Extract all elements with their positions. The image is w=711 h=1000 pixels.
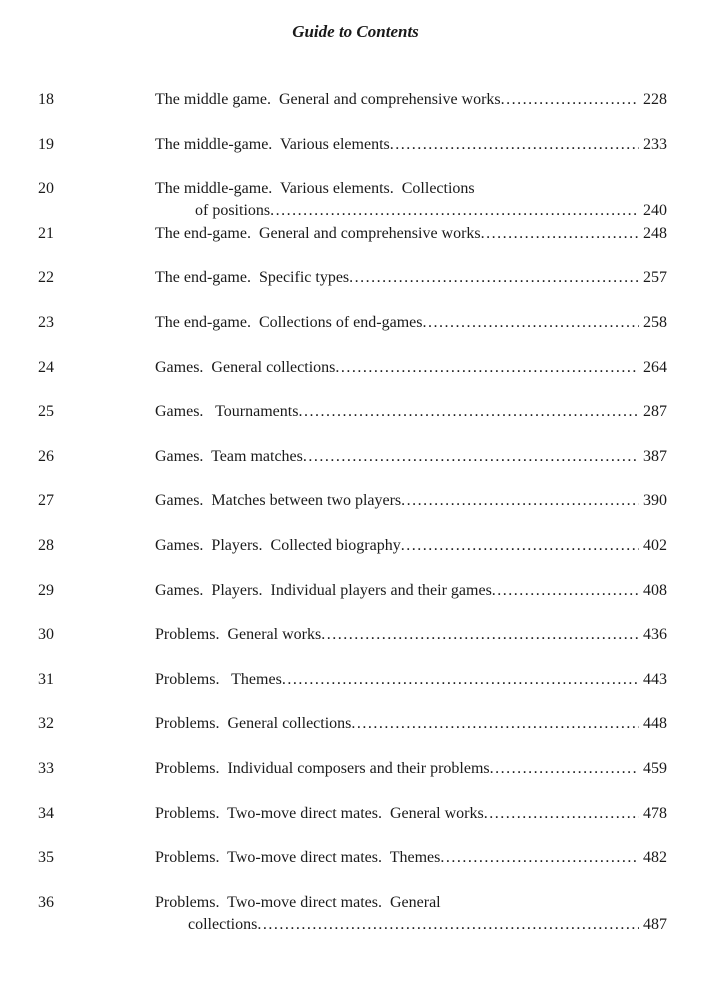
dot-leader bbox=[501, 89, 639, 111]
section-title: Games. Tournaments bbox=[155, 403, 299, 420]
section-number: 33 bbox=[38, 760, 54, 777]
section-title: Problems. Two-move direct mates. General works bbox=[155, 805, 484, 822]
list-item[interactable] bbox=[0, 223, 711, 245]
list-item[interactable] bbox=[0, 178, 711, 222]
page-number: 390 bbox=[643, 492, 667, 509]
list-item[interactable] bbox=[0, 312, 711, 334]
list-item[interactable] bbox=[0, 89, 711, 111]
section-number: 29 bbox=[38, 582, 54, 599]
page-number: 228 bbox=[643, 91, 667, 108]
page-number: 248 bbox=[643, 225, 667, 242]
section-title: Problems. Individual composers and their problems bbox=[155, 760, 490, 777]
section-number: 31 bbox=[38, 671, 54, 688]
dot-leader bbox=[351, 713, 639, 735]
section-number: 35 bbox=[38, 849, 54, 866]
section-number: 30 bbox=[38, 626, 54, 643]
section-number: 27 bbox=[38, 492, 54, 509]
dot-leader bbox=[422, 312, 639, 334]
section-number: 20 bbox=[38, 180, 54, 197]
section-title: Games. Team matches bbox=[155, 448, 303, 465]
section-number: 21 bbox=[38, 225, 54, 242]
list-item[interactable] bbox=[0, 713, 711, 735]
section-title: The middle-game. Various elements bbox=[155, 136, 390, 153]
section-title: The end-game. Collections of end-games bbox=[155, 314, 423, 331]
dot-leader bbox=[335, 357, 639, 379]
section-number: 23 bbox=[38, 314, 54, 331]
dot-leader bbox=[401, 535, 639, 557]
page-number: 408 bbox=[643, 582, 667, 599]
dot-leader bbox=[492, 580, 639, 602]
dot-leader bbox=[282, 669, 639, 691]
section-number: 34 bbox=[38, 805, 54, 822]
page-number: 287 bbox=[643, 403, 667, 420]
dot-leader bbox=[270, 200, 639, 222]
dot-leader bbox=[321, 624, 639, 646]
page-number: 257 bbox=[643, 269, 667, 286]
dot-leader bbox=[298, 401, 639, 423]
page-title: Guide to Contents bbox=[292, 22, 419, 41]
page-number: 258 bbox=[643, 314, 667, 331]
page-number: 240 bbox=[643, 202, 667, 219]
section-number: 19 bbox=[38, 136, 54, 153]
section-title: The end-game. Specific types bbox=[155, 269, 350, 286]
page-number: 402 bbox=[643, 537, 667, 554]
page-number: 264 bbox=[643, 359, 667, 376]
list-item[interactable] bbox=[0, 580, 711, 602]
section-title-continued: of positions bbox=[195, 202, 271, 219]
section-title: The middle-game. Various elements. Collections bbox=[155, 180, 475, 197]
page-number: 233 bbox=[643, 136, 667, 153]
page-number: 487 bbox=[643, 916, 667, 933]
dot-leader bbox=[401, 490, 639, 512]
section-title: Games. Players. Collected biography bbox=[155, 537, 401, 554]
dot-leader bbox=[349, 267, 639, 289]
page-number: 387 bbox=[643, 448, 667, 465]
section-title: The end-game. General and comprehensive works bbox=[155, 225, 481, 242]
section-title: Problems. Two-move direct mates. General bbox=[155, 894, 441, 911]
section-number: 36 bbox=[38, 894, 54, 911]
section-number: 25 bbox=[38, 403, 54, 420]
section-title: Games. Players. Individual players and their games bbox=[155, 582, 492, 599]
section-number: 22 bbox=[38, 269, 54, 286]
page-number: 459 bbox=[643, 760, 667, 777]
list-item[interactable] bbox=[0, 401, 711, 423]
section-number: 24 bbox=[38, 359, 54, 376]
section-title: Problems. General works bbox=[155, 626, 322, 643]
list-item[interactable] bbox=[0, 490, 711, 512]
section-title: Problems. General collections bbox=[155, 715, 352, 732]
list-item[interactable] bbox=[0, 892, 711, 936]
page-number: 478 bbox=[643, 805, 667, 822]
page-number: 448 bbox=[643, 715, 667, 732]
list-item[interactable] bbox=[0, 446, 711, 468]
section-title: Problems. Two-move direct mates. Themes bbox=[155, 849, 441, 866]
dot-leader bbox=[481, 223, 639, 245]
list-item[interactable] bbox=[0, 669, 711, 691]
section-number: 26 bbox=[38, 448, 54, 465]
section-title: Problems. Themes bbox=[155, 671, 282, 688]
section-title: The middle game. General and comprehensive works bbox=[155, 91, 501, 108]
dot-leader bbox=[303, 446, 639, 468]
section-number: 32 bbox=[38, 715, 54, 732]
section-number: 28 bbox=[38, 537, 54, 554]
list-item[interactable] bbox=[0, 803, 711, 825]
dot-leader bbox=[390, 134, 639, 156]
dot-leader bbox=[484, 803, 639, 825]
list-item[interactable] bbox=[0, 535, 711, 557]
section-title-continued: collections bbox=[188, 916, 258, 933]
page-number: 443 bbox=[643, 671, 667, 688]
section-title: Games. General collections bbox=[155, 359, 336, 376]
page-number: 482 bbox=[643, 849, 667, 866]
list-item[interactable] bbox=[0, 758, 711, 780]
dot-leader bbox=[490, 758, 639, 780]
page-number: 436 bbox=[643, 626, 667, 643]
list-item[interactable] bbox=[0, 357, 711, 379]
section-number: 18 bbox=[38, 91, 54, 108]
list-item[interactable] bbox=[0, 847, 711, 869]
dot-leader bbox=[440, 847, 639, 869]
list-item[interactable] bbox=[0, 134, 711, 156]
list-item[interactable] bbox=[0, 624, 711, 646]
dot-leader bbox=[257, 914, 639, 936]
list-item[interactable] bbox=[0, 267, 711, 289]
section-title: Games. Matches between two players bbox=[155, 492, 402, 509]
